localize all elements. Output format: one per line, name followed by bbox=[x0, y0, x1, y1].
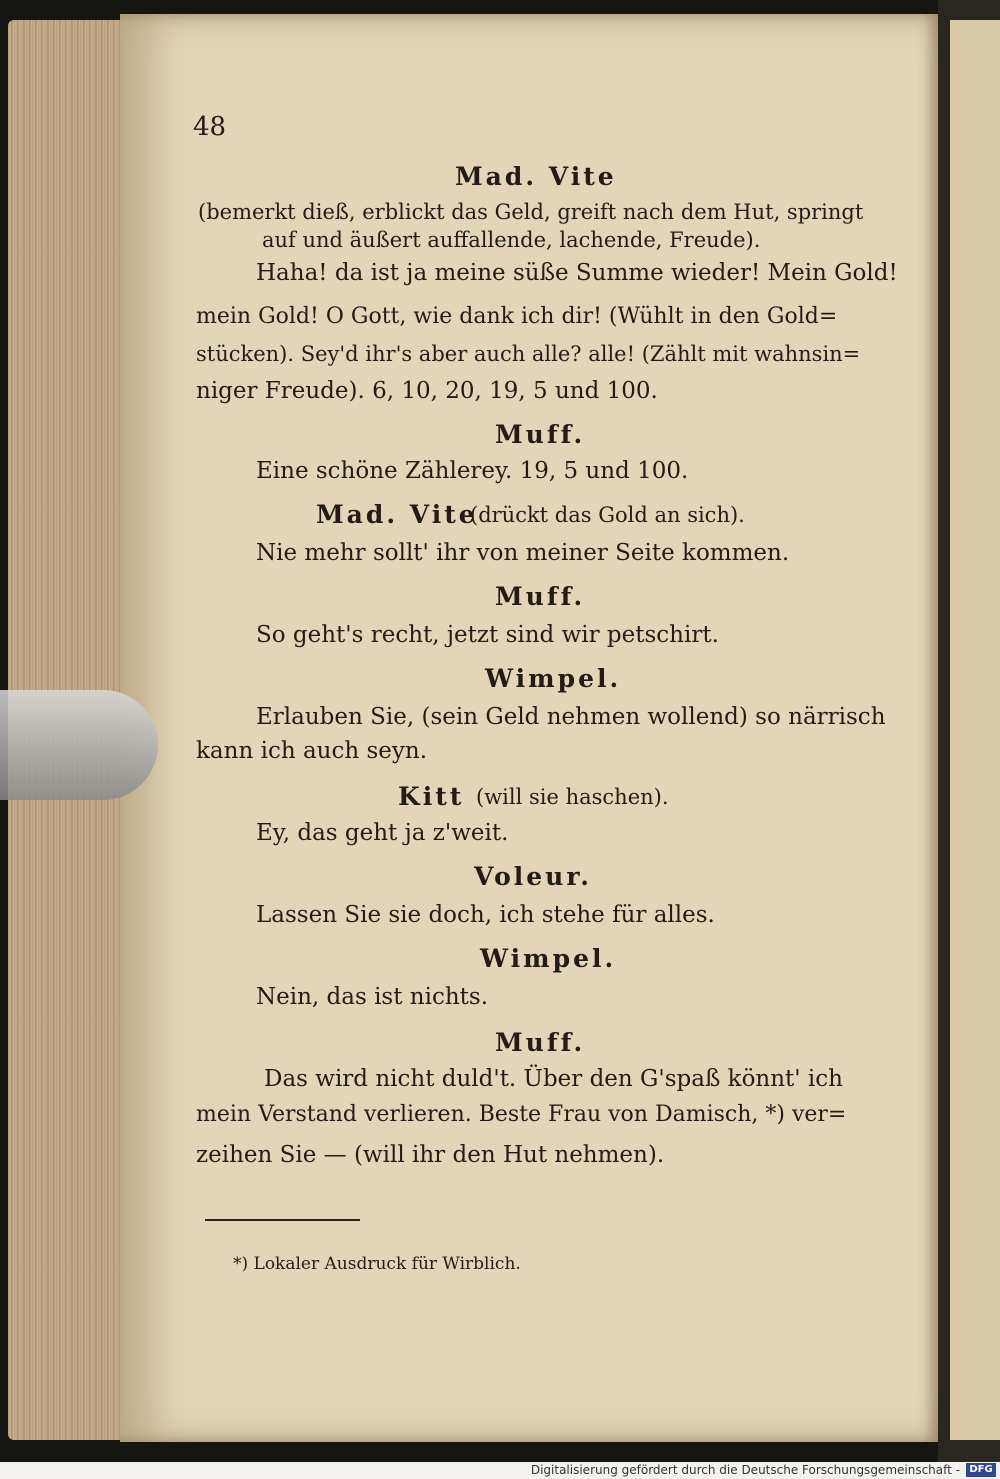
dialogue-line: Eine schöne Zählerey. 19, 5 und 100. bbox=[256, 458, 689, 484]
speaker-mad-vite: Mad. Vite bbox=[316, 500, 478, 529]
dialogue-line: Lassen Sie sie doch, ich stehe für alles. bbox=[256, 902, 715, 928]
page-number: 48 bbox=[193, 112, 227, 142]
dialogue-line: Nein, das ist nichts. bbox=[256, 984, 489, 1010]
stage-direction: (bemerkt dieß, erblickt das Geld, greift nach dem Hut, springt bbox=[198, 200, 864, 224]
facing-page-edge bbox=[950, 20, 1000, 1440]
digitization-credit: Digitalisierung gefördert durch die Deutsche Forschungsgemeinschaft - bbox=[530, 1463, 960, 1477]
dialogue-line: niger Freude). 6, 10, 20, 19, 5 und 100. bbox=[196, 378, 658, 404]
dialogue-line: Ey, das geht ja z'weit. bbox=[256, 820, 509, 846]
speaker-voleur: Voleur. bbox=[474, 862, 592, 891]
dfg-logo: DFG bbox=[966, 1463, 996, 1477]
speaker-wimpel: Wimpel. bbox=[480, 944, 617, 973]
dialogue-line: mein Verstand verlieren. Beste Frau von Damisch, *) ver= bbox=[196, 1102, 847, 1127]
stage-direction: (drückt das Gold an sich). bbox=[470, 503, 745, 527]
speaker-wimpel: Wimpel. bbox=[485, 664, 622, 693]
dialogue-line: Haha! da ist ja meine süße Summe wieder! Mein Gold! bbox=[256, 260, 898, 286]
dialogue-line: Nie mehr sollt' ihr von meiner Seite kommen. bbox=[256, 540, 790, 566]
dialogue-line: kann ich auch seyn. bbox=[196, 738, 428, 764]
speaker-mad-vite: Mad. Vite bbox=[455, 162, 617, 191]
speaker-muff: Muff. bbox=[495, 1028, 586, 1057]
dialogue-line: Erlauben Sie, (sein Geld nehmen wollend) so närrisch bbox=[256, 704, 886, 730]
dialogue-line: zeihen Sie — (will ihr den Hut nehmen). bbox=[196, 1142, 665, 1168]
page-clip bbox=[0, 690, 158, 800]
dialogue-line: stücken). Sey'd ihr's aber auch alle? alle! (Zählt mit wahnsin= bbox=[196, 342, 861, 366]
dialogue-line: mein Gold! O Gott, wie dank ich dir! (Wühlt in den Gold= bbox=[196, 304, 838, 329]
dialogue-line: So geht's recht, jetzt sind wir petschirt. bbox=[256, 622, 719, 648]
speaker-muff: Muff. bbox=[495, 582, 586, 611]
stage-direction: (will sie haschen). bbox=[476, 785, 669, 809]
speaker-kitt: Kitt bbox=[398, 782, 465, 811]
footnote: *) Lokaler Ausdruck für Wirblich. bbox=[233, 1254, 521, 1274]
footnote-rule bbox=[205, 1219, 360, 1221]
speaker-muff: Muff. bbox=[495, 420, 586, 449]
stage-direction: auf und äußert auffallende, lachende, Freude). bbox=[262, 228, 761, 252]
dialogue-line: Das wird nicht duld't. Über den G'spaß könnt' ich bbox=[264, 1066, 843, 1092]
